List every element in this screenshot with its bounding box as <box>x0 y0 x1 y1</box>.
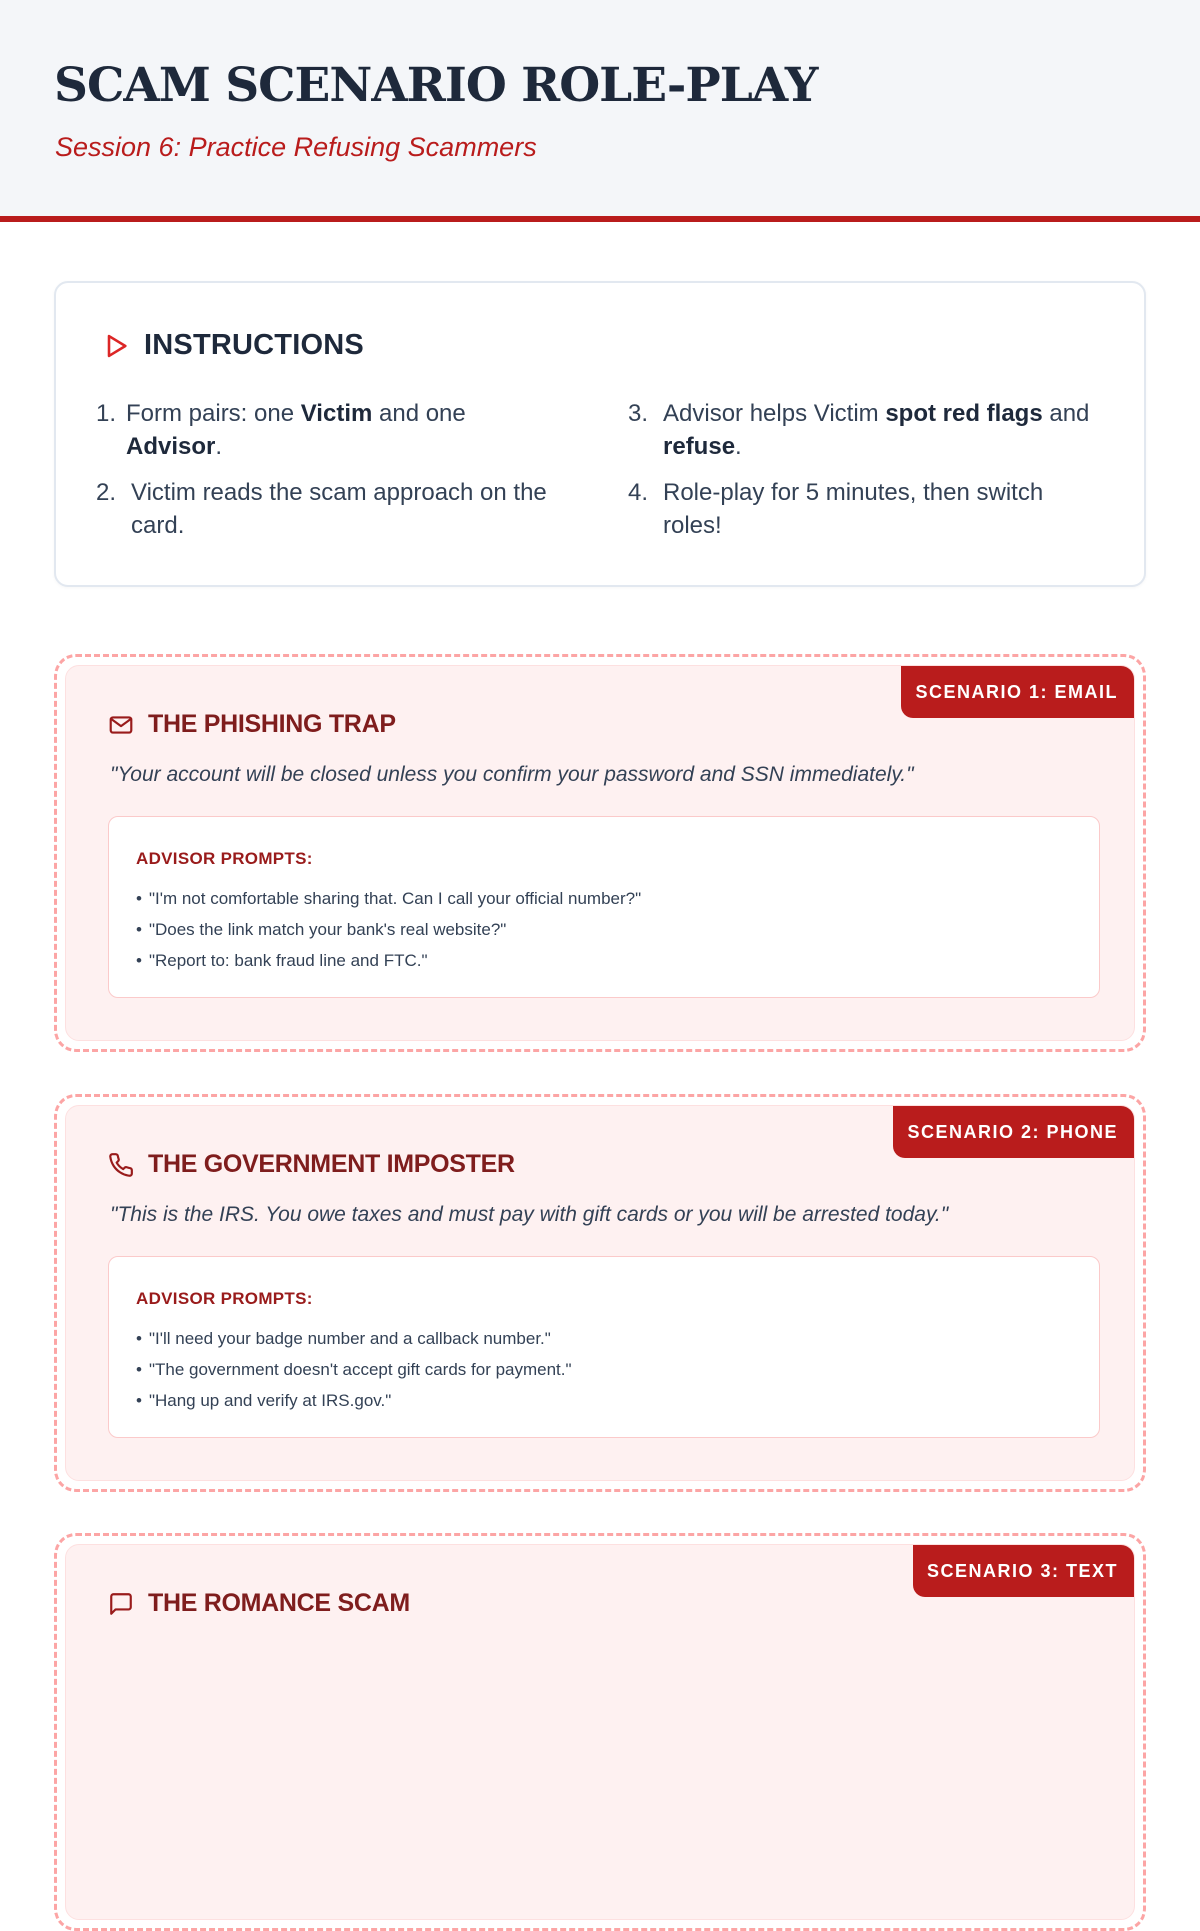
step-text: Victim reads the scam approach on the card. <box>131 479 547 539</box>
scenario-card-email <box>54 654 1146 1052</box>
step-number: 3. <box>628 400 649 427</box>
instruction-step <box>628 397 1108 463</box>
scam-quote: "This is the IRS. You owe taxes and must pay with gift cards or you will be arrested today." <box>110 1203 949 1226</box>
scenario-card-text <box>54 1533 1146 1931</box>
list-item: • "Report to: bank fraud line and FTC." <box>136 945 641 976</box>
phone-icon <box>108 1152 134 1178</box>
instruction-step <box>96 397 566 463</box>
instructions-column-left <box>96 397 566 555</box>
page-subtitle: Session 6: Practice Refusing Scammers <box>55 132 537 162</box>
instruction-step <box>628 476 1108 542</box>
step-number: 1. <box>96 400 117 427</box>
scenario-badge: SCENARIO 1: EMAIL <box>901 666 1134 718</box>
scenario-title: THE GOVERNMENT IMPOSTER <box>148 1150 515 1178</box>
advisor-prompts-title: ADVISOR PROMPTS: <box>136 1289 313 1308</box>
scenario-card-phone <box>54 1094 1146 1492</box>
instructions-column-right <box>628 397 1108 555</box>
scenario-badge: SCENARIO 3: TEXT <box>913 1545 1134 1597</box>
instructions-title: INSTRUCTIONS <box>144 329 364 361</box>
list-item: • "Hang up and verify at IRS.gov." <box>136 1385 572 1416</box>
advisor-prompts-list <box>136 883 641 976</box>
scenario-card-body <box>65 665 1135 1041</box>
list-item: • "I'll need your badge number and a callback number." <box>136 1323 572 1354</box>
scam-quote: "Your account will be closed unless you confirm your password and SSN immediately." <box>110 763 914 786</box>
scenario-title: THE ROMANCE SCAM <box>148 1589 410 1617</box>
instructions-card <box>54 281 1146 587</box>
scenario-title: THE PHISHING TRAP <box>148 710 396 738</box>
advisor-prompts-box <box>108 816 1100 998</box>
instruction-step <box>96 476 566 542</box>
list-item: • "I'm not comfortable sharing that. Can I call your official number?" <box>136 883 641 914</box>
advisor-prompts-list <box>136 1323 572 1416</box>
message-icon <box>108 1591 134 1617</box>
scenario-header <box>108 710 396 739</box>
advisor-prompts-title: ADVISOR PROMPTS: <box>136 849 313 868</box>
scenario-card-body <box>65 1105 1135 1481</box>
play-icon <box>102 332 130 360</box>
scenario-header <box>108 1150 515 1179</box>
step-number: 2. <box>96 479 117 506</box>
page-title: SCAM SCENARIO ROLE-PLAY <box>54 58 818 113</box>
list-item: • "Does the link match your bank's real website?" <box>136 914 641 945</box>
step-number: 4. <box>628 479 649 506</box>
scenario-badge: SCENARIO 2: PHONE <box>893 1106 1134 1158</box>
instructions-header <box>102 329 364 362</box>
step-text: Role-play for 5 minutes, then switch roles! <box>663 479 1044 539</box>
advisor-prompts-box <box>108 1256 1100 1438</box>
mail-icon <box>108 712 134 738</box>
page-header <box>0 0 1200 222</box>
scenario-header <box>108 1589 410 1618</box>
list-item: • "The government doesn't accept gift cards for payment." <box>136 1354 572 1385</box>
step-text: Form pairs: one Victim and one Advisor. <box>126 400 466 460</box>
scenario-card-body <box>65 1544 1135 1920</box>
step-text: Advisor helps Victim spot red flags and refuse. <box>663 400 1090 460</box>
